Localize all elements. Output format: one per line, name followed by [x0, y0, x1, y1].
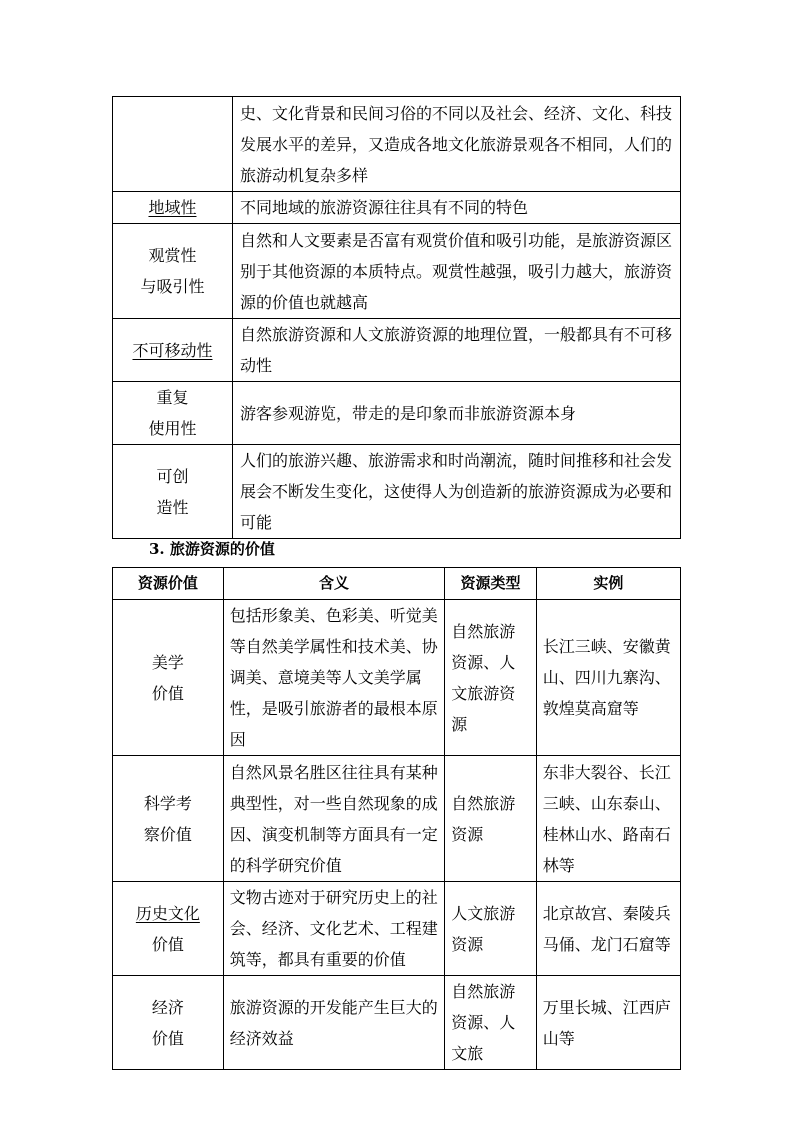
type-cell: 自然旅游资源: [445, 756, 536, 882]
value-cell: 历史文化 价值: [113, 882, 224, 976]
table-row: [113, 382, 681, 445]
example-cell: 万里长城、江西庐山等: [536, 976, 680, 1070]
row-content: 不同地域的旅游资源往往具有不同的特色: [233, 192, 681, 224]
type-cell: 自然旅游资源、人文旅: [445, 976, 536, 1070]
section-title: 3. 旅游资源的价值: [149, 540, 275, 558]
example-cell: 北京故宫、秦陵兵马俑、龙门石窟等: [536, 882, 680, 976]
row-header: 不可移动性: [113, 319, 233, 382]
column-header: 资源类型: [445, 568, 536, 600]
value-cell: 美学 价值: [113, 600, 224, 756]
type-cell: 自然旅游资源、人文旅游资源: [445, 600, 536, 756]
column-header: 实例: [536, 568, 680, 600]
meaning-cell: 包括形象美、色彩美、听觉美等自然美学属性和技术美、协调美、意境美等人文美学属性，是吸引旅游者的最根本原因: [223, 600, 445, 756]
table-row: [113, 976, 681, 1070]
row-header: 观赏性 与吸引性: [113, 224, 233, 319]
column-header: 资源价值: [113, 568, 224, 600]
row-content: 自然旅游资源和人文旅游资源的地理位置，一般都具有不可移动性: [233, 319, 681, 382]
row-content: 游客参观游览，带走的是印象而非旅游资源本身: [233, 382, 681, 445]
example-cell: 长江三峡、安徽黄山、四川九寨沟、敦煌莫高窟等: [536, 600, 680, 756]
table-row: [113, 224, 681, 319]
value-table: [112, 567, 681, 1070]
row-header: [113, 97, 233, 192]
table-row: [113, 192, 681, 224]
value-cell: 经济 价值: [113, 976, 224, 1070]
type-cell: 人文旅游资源: [445, 882, 536, 976]
meaning-cell: 自然风景名胜区往往具有某种典型性，对一些自然现象的成因、演变机制等方面具有一定的科学研究价值: [223, 756, 445, 882]
table-row: [113, 882, 681, 976]
table-row: [113, 600, 681, 756]
row-header: 重复 使用性: [113, 382, 233, 445]
meaning-cell: 文物古迹对于研究历史上的社会、经济、文化艺术、工程建筑等，都具有重要的价值: [223, 882, 445, 976]
row-header: 地域性: [113, 192, 233, 224]
table-row: [113, 445, 681, 539]
table-row: [113, 319, 681, 382]
example-cell: 东非大裂谷、长江三峡、山东泰山、桂林山水、路南石林等: [536, 756, 680, 882]
row-content: 史、文化背景和民间习俗的不同以及社会、经济、文化、科技发展水平的差异，又造成各地文化旅游景观各不相同，人们的旅游动机复杂多样: [233, 97, 681, 192]
column-header: 含义: [223, 568, 445, 600]
table-header-row: [113, 568, 681, 600]
table-row: [113, 756, 681, 882]
row-content: 人们的旅游兴趣、旅游需求和时尚潮流，随时间推移和社会发展会不断发生变化，这使得人为创造新的旅游资源成为必要和可能: [233, 445, 681, 539]
table-row: [113, 97, 681, 192]
characteristics-table: [112, 96, 681, 539]
meaning-cell: 旅游资源的开发能产生巨大的经济效益: [223, 976, 445, 1070]
row-content: 自然和人文要素是否富有观赏价值和吸引功能，是旅游资源区别于其他资源的本质特点。观赏性越强，吸引力越大，旅游资源的价值也就越高: [233, 224, 681, 319]
row-header: 可创 造性: [113, 445, 233, 539]
value-cell: 科学考 察价值: [113, 756, 224, 882]
